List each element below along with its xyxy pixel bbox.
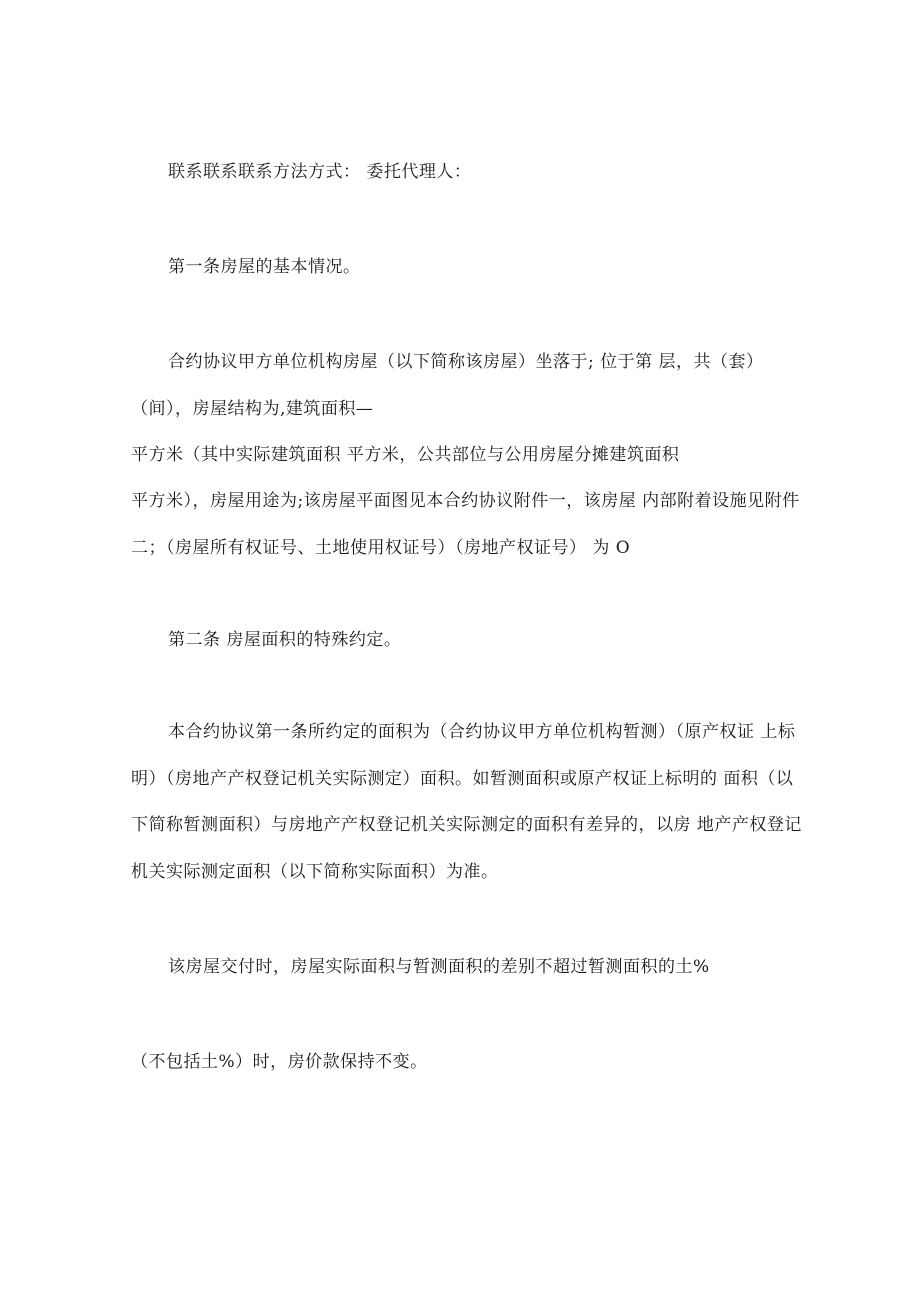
article-1-line-4: 平方米），房屋用途为;该房屋平面图见本合约协议附件一，该房屋 内部附着设施见附件	[131, 491, 800, 511]
article-1-line-5: 二；（房屋所有权证号、土地使用权证号）（房地产权证号） 为 O	[131, 538, 631, 558]
article-2-para-2-line-2: （不包括土%）时，房价款保持不变。	[131, 1052, 428, 1072]
article-2-heading: 第二条 房屋面积的特殊约定。	[168, 630, 402, 650]
article-2-para-1-line-3: 下简称暂测面积）与房地产产权登记机关实际测定的面积有差异的，以房 地产产权登记	[131, 815, 802, 835]
article-1-line-2: （间），房屋结构为,建筑面积—	[131, 399, 374, 419]
article-2-para-1-line-2: 明）（房地产产权登记机关实际测定）面积。如暂测面积或原产权证上标明的 面积（以	[131, 769, 794, 789]
article-1-line-3: 平方米（其中实际建筑面积 平方米，公共部位与公用房屋分摊建筑面积	[131, 445, 680, 465]
article-2-para-1-line-4: 机关实际测定面积（以下简称实际面积）为准。	[131, 862, 499, 882]
article-1-heading: 第一条房屋的基本情况。	[168, 257, 361, 277]
article-1-line-1: 合约协议甲方单位机构房屋（以下简称该房屋）坐落于; 位于第 层，共（套）	[168, 352, 764, 372]
article-2-para-2-line-1: 该房屋交付时，房屋实际面积与暂测面积的差别不超过暂测面积的土%	[168, 957, 710, 977]
contact-line: 联系联系联系方法方式： 委托代理人：	[168, 162, 472, 182]
article-2-para-1-line-1: 本合约协议第一条所约定的面积为（合约协议甲方单位机构暂测）（原产权证 上标	[168, 722, 796, 742]
